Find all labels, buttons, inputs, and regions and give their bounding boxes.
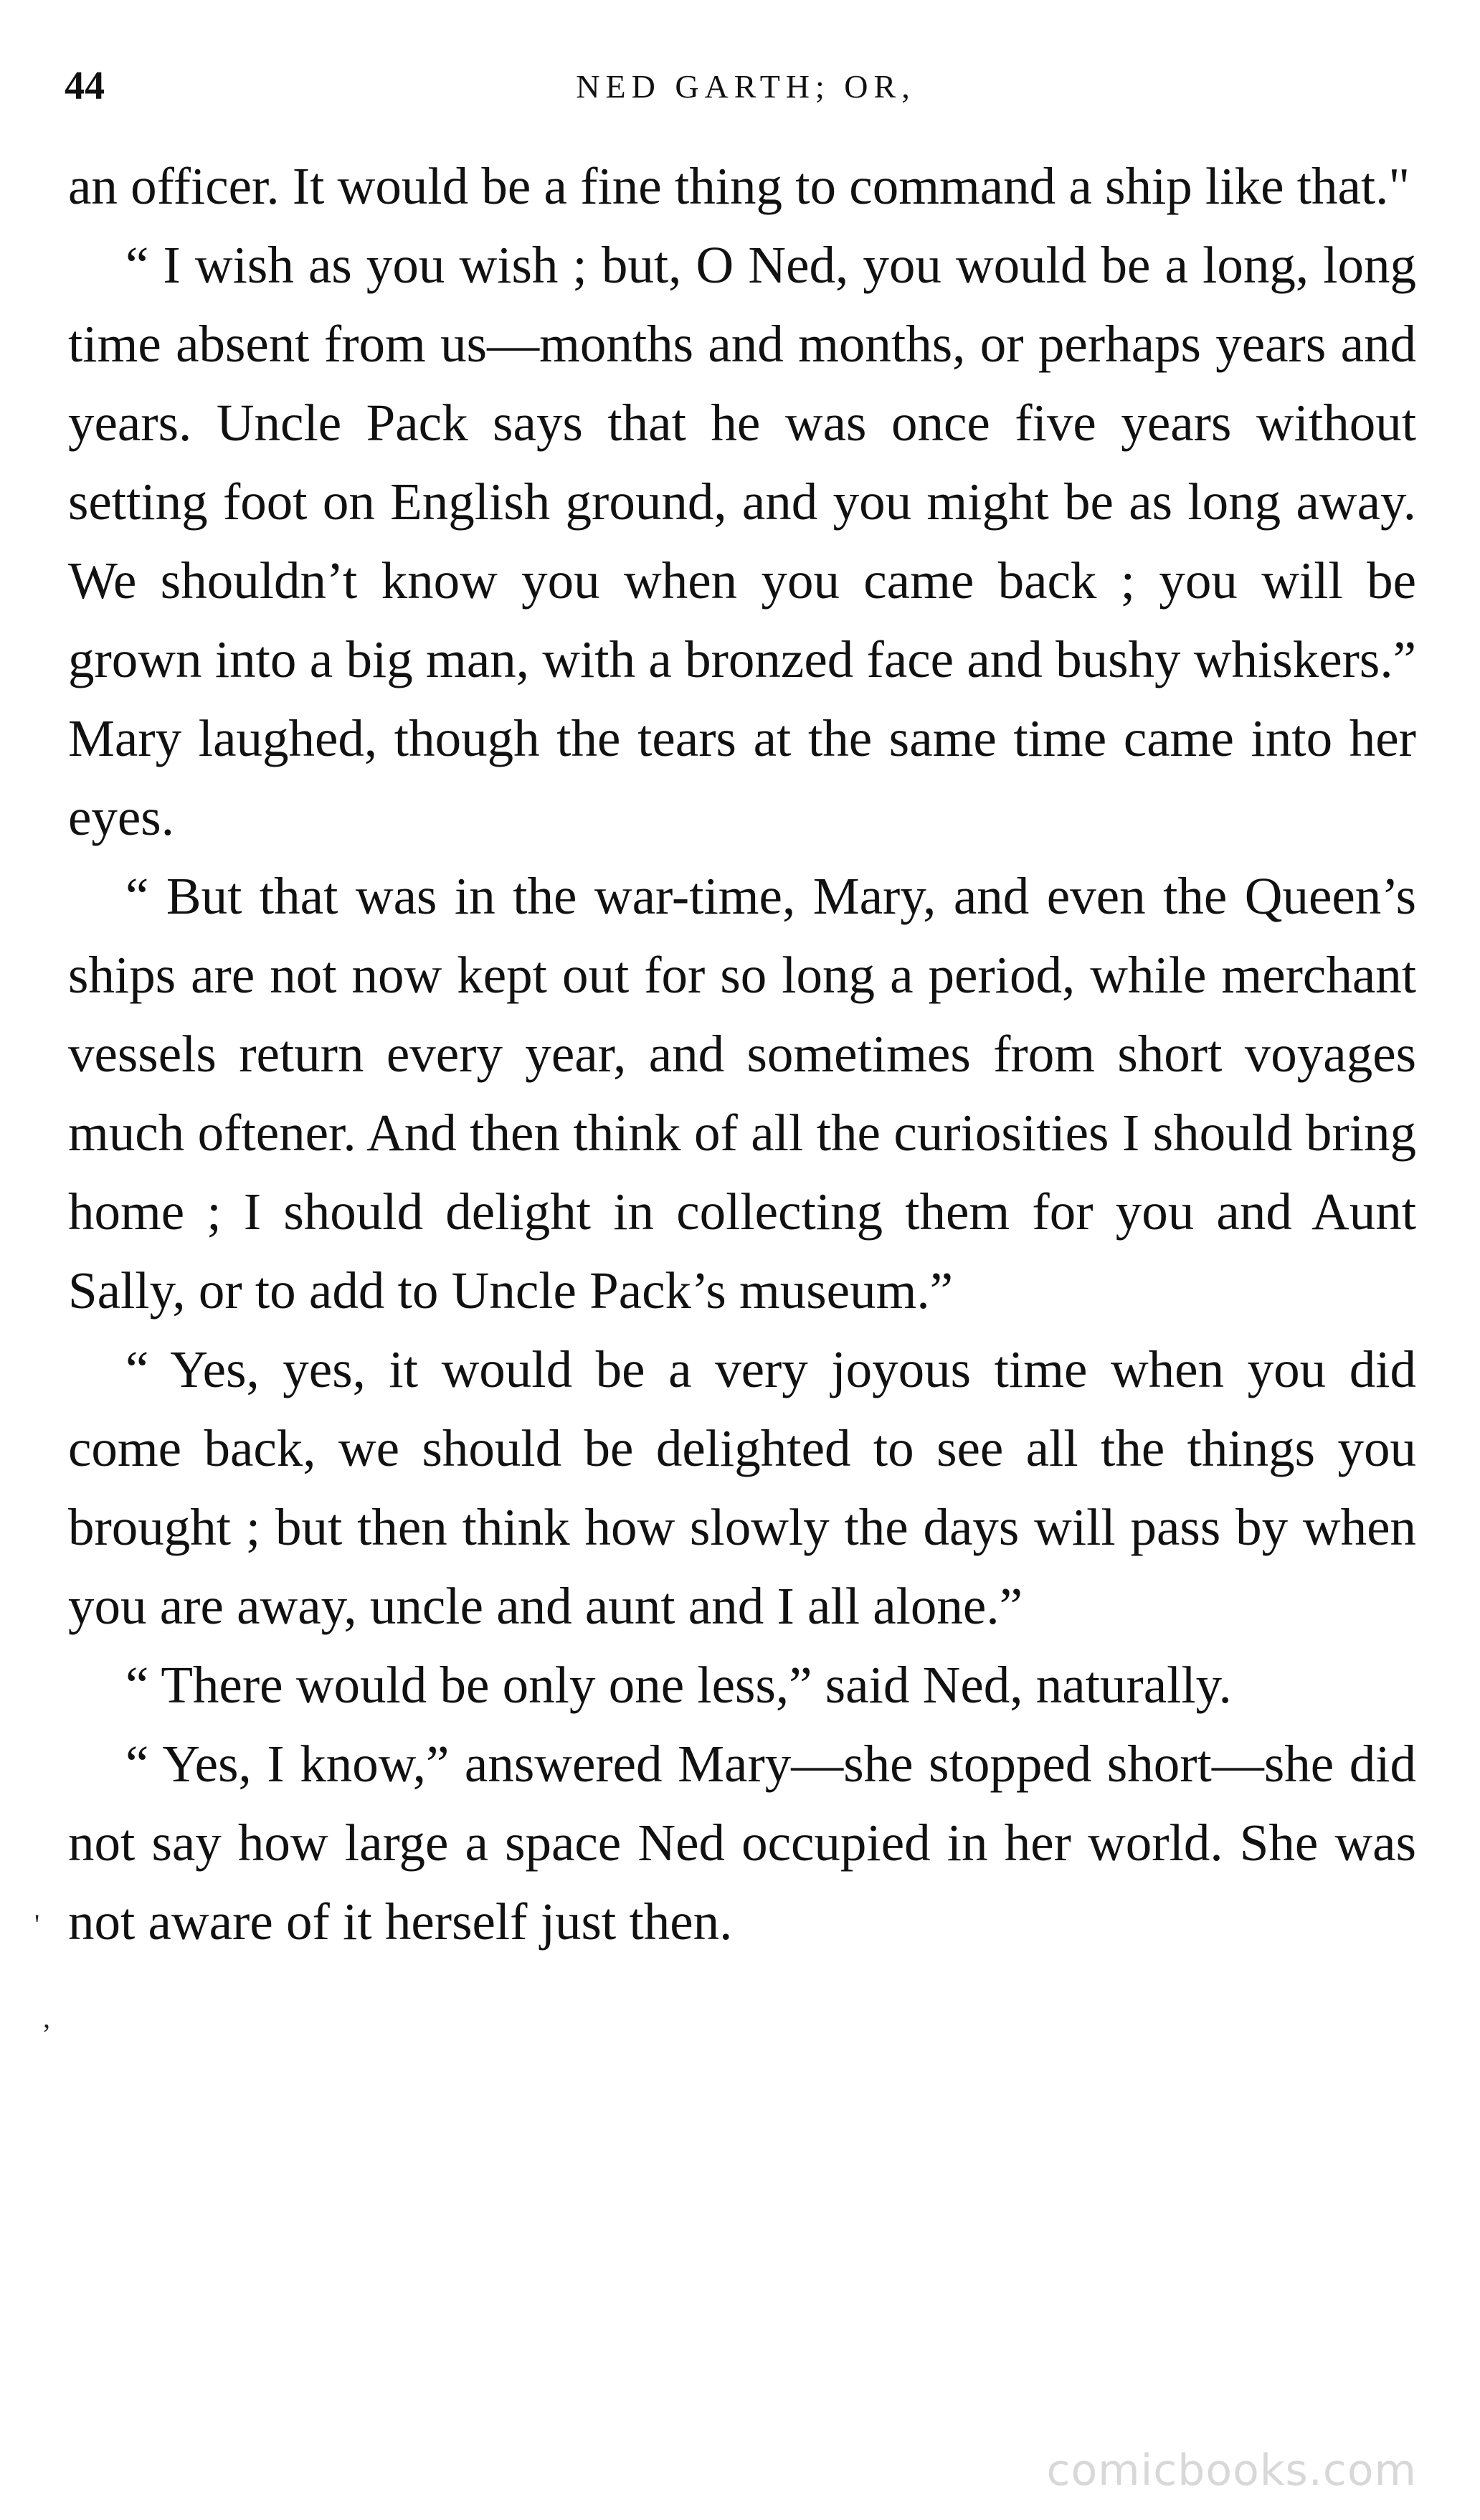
running-head: NED GARTH; OR,: [576, 68, 916, 105]
body-text: [68, 147, 1416, 1961]
watermark-logo: comicbooks.com: [1046, 2445, 1417, 2496]
stray-print-mark: ': [34, 1908, 40, 1941]
paragraph: “ But that was in the war-time, Mary, and even the Queen’s ships are not now kept out for so long a period, while merchant vessels return every year, and sometimes from short voyages much oftener. And then think of all the curiosities I should bring home ; I should delight in collecting them for you and Aunt Sally, or to add to Uncle Pack’s museum.”: [68, 867, 1416, 1320]
paragraph: an officer. It would be a fine thing to command a ship like that.": [68, 157, 1410, 215]
paragraph: “ Yes, I know,” answered Mary—she stopped short—she did not say how large a space Ned occupied in her world. She was not aware of it herself just then.: [68, 1735, 1416, 1951]
paragraph: “ I wish as you wish ; but, O Ned, you would be a long, long time absent from us—months and months, or perhaps years and years. Uncle Pack says that he was once five years without setting foot on English ground, and you might be as long away. We shouldn’t know you when you came back ; you will be grown into a big man, with a bronzed face and bushy whiskers.” Mary laughed, though the tears at the same time came into her eyes.: [68, 236, 1416, 846]
stray-print-mark: ,: [43, 2002, 50, 2034]
page-header: [57, 63, 1434, 120]
paragraph: “ Yes, yes, it would be a very joyous time when you did come back, we should be delighted to see all the things you brought ; but then think how slowly the days will pass by when you are away, uncle and aunt and I all alone.”: [68, 1340, 1416, 1635]
paragraph: “ There would be only one less,” said Ned, naturally.: [125, 1656, 1232, 1714]
page-number: 44: [65, 64, 105, 108]
